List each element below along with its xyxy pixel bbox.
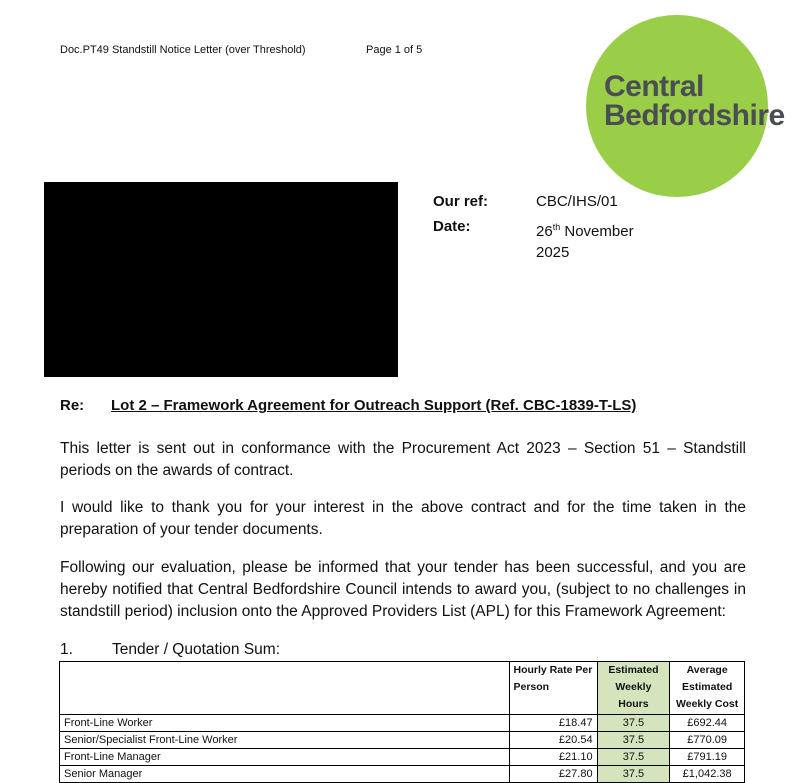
table-header-row <box>60 662 745 715</box>
role-cell: Front-Line Manager <box>60 749 510 766</box>
date-month: November <box>560 223 634 240</box>
our-ref-label: Our ref: <box>433 193 489 210</box>
section-title: Tender / Quotation Sum: <box>112 641 281 658</box>
header-blank <box>60 662 510 715</box>
role-cell: Front-Line Worker <box>60 715 510 732</box>
cost-cell: £1,042.38 <box>670 766 745 783</box>
role-cell: Senior/Specialist Front-Line Worker <box>60 732 510 749</box>
section-number: 1. <box>60 641 73 658</box>
cost-cell: £770.09 <box>670 732 745 749</box>
date-suffix: th <box>552 222 561 232</box>
cost-cell: £791.19 <box>670 749 745 766</box>
header-weekly-hours: Estimated Weekly Hours <box>597 662 670 715</box>
re-label: Re: <box>60 397 85 414</box>
cost-cell: £692.44 <box>670 715 745 732</box>
date-day: 26 <box>536 223 553 240</box>
hours-cell: 37.5 <box>597 732 670 749</box>
rate-cell: £20.54 <box>509 732 597 749</box>
our-ref-value: CBC/IHS/01 <box>536 193 618 210</box>
document-reference-header: Doc.PT49 Standstill Notice Letter (over Threshold) <box>60 44 306 56</box>
table-row <box>60 732 745 749</box>
rate-cell: £18.47 <box>509 715 597 732</box>
table-row <box>60 715 745 732</box>
paragraph-thanks: I would like to thank you for your interest in the above contract and for the time taken in the preparation of your tender documents. <box>60 499 746 538</box>
redacted-address-block <box>44 182 398 377</box>
table-row <box>60 766 745 783</box>
hours-cell: 37.5 <box>597 766 670 783</box>
header-hourly-rate: Hourly Rate Per Person <box>509 662 597 715</box>
logo-text-central: Central <box>604 70 704 103</box>
hours-cell: 37.5 <box>597 749 670 766</box>
date-year: 2025 <box>536 244 570 261</box>
rate-cell: £27.80 <box>509 766 597 783</box>
role-cell: Senior Manager <box>60 766 510 783</box>
paragraph-procurement-act: This letter is sent out in conformance with the Procurement Act 2023 – Section 51 – Standstill periods on the awards of contract. <box>60 440 746 479</box>
subject-title: Lot 2 – Framework Agreement for Outreach Support (Ref. CBC-1839-T-LS) <box>111 397 637 414</box>
date-label: Date: <box>433 218 471 235</box>
tender-sum-table <box>59 661 745 783</box>
table-row <box>60 749 745 766</box>
header-weekly-cost: Average Estimated Weekly Cost <box>670 662 745 715</box>
date-value <box>536 217 676 263</box>
logo-text-bedfordshire: Bedfordshire <box>604 99 785 132</box>
page-number: Page 1 of 5 <box>366 44 423 56</box>
central-bedfordshire-logo <box>586 15 785 197</box>
paragraph-award-notice: Following our evaluation, please be informed that your tender has been successful, and you are hereby notified that Central Bedfordshire Council intends to award you, (subject to no challenges in standstill period) inclusion onto the Approved Providers List (APL) for this Framework Agreement: <box>60 559 746 620</box>
hours-cell: 37.5 <box>597 715 670 732</box>
rate-cell: £21.10 <box>509 749 597 766</box>
